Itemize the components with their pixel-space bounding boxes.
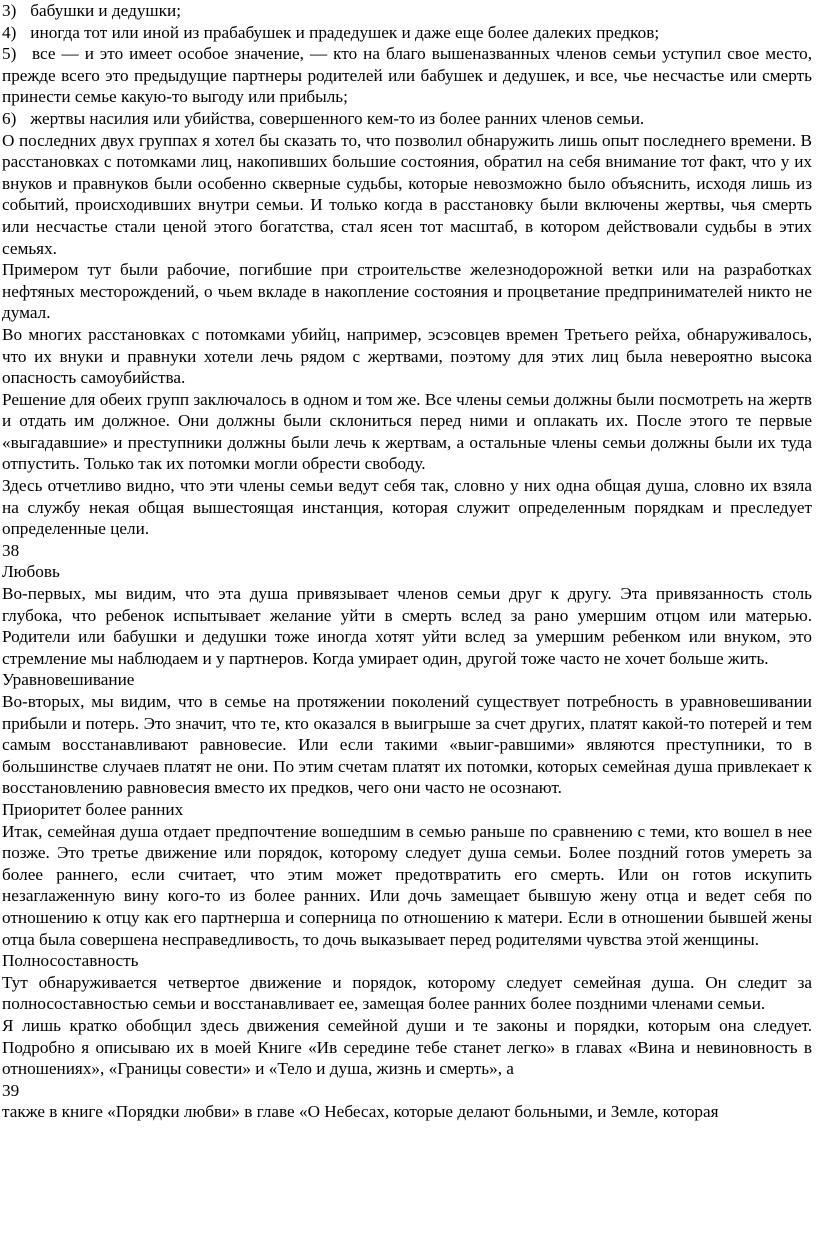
paragraph: Во-вторых, мы видим, что в семье на протяжении поколений существует потребность в уравновешивании прибыли и потерь. Это значит, что те, кто оказался в выигрыше за счет других, платят какой-то потерей и тем самым восстанавливают равновесие. Или если такими «выиг-равшими» являются преступники, то в большинстве случаев платят не они. По этим счетам платят их потомки, которых семейная душа привлекает к восстановлению равновесия вместо их предков, чего они часто не осознают. [2,692,812,798]
paragraph: О последних двух группах я хотел бы сказать то, что позволил обнаружить лишь опыт последнего времени. В расстановках с потомками лиц, накопивших большие состояния, обратил на себя внимание тот факт, что у их внуков и правнуков были особенно скверные судьбы, которые невозможно было объяснить, исходя лишь из событий, происходивших внутри семьи. И только когда в расстановку были включены жертвы, чья смерть или несчастье стали ценой этого богатства, стал ясен тот масштаб, в котором действовали судьбы в этих семьях. [2,130,812,258]
list-item-text: иногда тот или иной из прабабушек и прадедушек и даже еще более далеких предков; [30,22,660,42]
paragraph: Тут обнаруживается четвертое движение и порядок, которому следует семейная душа. Он следит за полносоставностью семьи и восстанавливает ее, замещая более ранних более поздними членами семьи. [2,972,812,1014]
list-item-text: все — и это имеет особое значение, — кто на благо вышеназванных членов семьи уступил свое место, прежде всего это предыдущие партнеры родителей или бабушек и дедушек, и все, чье несчастье или смерть принести семье какую-то выгоду или прибыль; [2,44,812,107]
section-heading-balance: Уравновешивание [2,670,135,690]
paragraph: Во многих расстановках с потомками убийц, например, эсэсовцев времен Третьего рейха, обнаруживалось, что их внуки и правнуки хотели лечь рядом с жертвами, поэтому для этих лиц была невероятно высока опасность самоубийства. [2,324,812,388]
paragraph: Я лишь кратко обобщил здесь движения семейной души и те законы и порядки, которым она следует. Подробно я описываю их в моей Книге «Ив середине тебе станет легко» в главах «Вина и невиновность в отношениях», «Границы совести» и «Тело и душа, жизнь и смерть», а [2,1015,812,1079]
list-item-number: 6) [2,108,17,128]
list-item [2,0,812,22]
list-item [2,108,812,130]
paragraph: Во-первых, мы видим, что эта душа привязывает членов семьи друг к другу. Эта привязанность столь глубока, что ребенок испытывает желание уйти в смерть вслед за рано умершим отцом или матерью. Родители или бабушки и дедушки тоже иногда хотят уйти вслед за умершим ребенком или внуком, это стремление мы наблюдаем и у партнеров. Когда умирает один, другой тоже часто не хочет больше жить. [2,584,812,668]
list-item-number: 3) [2,1,17,20]
section-heading-priority: Приоритет более ранних [2,799,184,819]
numbered-list [2,0,812,130]
section-heading-completeness: Полносоставность [2,951,139,971]
section-heading-love: Любовь [2,562,60,582]
paragraph: Здесь отчетливо видно, что эти члены семьи ведут себя так, словно у них одна общая душа, словно их взяла на службу некая общая вышестоящая инстанция, которая служит определенным порядкам и преследует определенные цели. [2,476,812,539]
list-item [2,43,812,108]
page-number: 39 [2,1080,20,1100]
paragraph: Решение для обеих групп заключалось в одном и том же. Все члены семьи должны были посмотреть на жертв и отдать им должное. Они должны были склониться перед ними и оплакать их. После этого те первые «выгадавшие» и преступники должны были лечь к жертвам, а остальные члены семьи должны были их туда отпустить. Только так их потомки могли обрести свободу. [2,389,812,474]
list-item-text: жертвы насилия или убийства, совершенного кем-то из более ранних членов семьи. [30,108,645,128]
paragraph: Итак, семейная душа отдает предпочтение вошедшим в семью раньше по сравнению с теми, кто вошел в нее позже. Это третье движение или порядок, которому следует душа семьи. Более поздний готов умереть за более раннего, если считает, что этим может предотвратить его смерть. Или он готов искупить незаглаженную вину кого-то из более ранних. Или дочь замещает бывшую жену отца и ведет себя по отношению к отцу как его партнерша и соперница по отношению к матери. Если в отношении бывшей жены отца была совершена несправедливость, то дочь выказывает перед родителями чувства этой женщины. [2,821,812,949]
list-item-text: бабушки и дедушки; [30,1,181,20]
list-item-number: 5) [2,44,17,64]
paragraph-continued: также в книге «Порядки любви» в главе «О Небесах, которые делают больными, и Земле, которая [2,1102,719,1122]
list-item-number: 4) [2,22,17,42]
page-number: 38 [2,540,20,560]
list-item [2,22,812,44]
paragraph: Примером тут были рабочие, погибшие при строительстве железнодорожной ветки или на разработках нефтяных месторождений, о чьем вкладе в накопление состояния и процветание предпринимателей никто не думал. [2,260,812,323]
